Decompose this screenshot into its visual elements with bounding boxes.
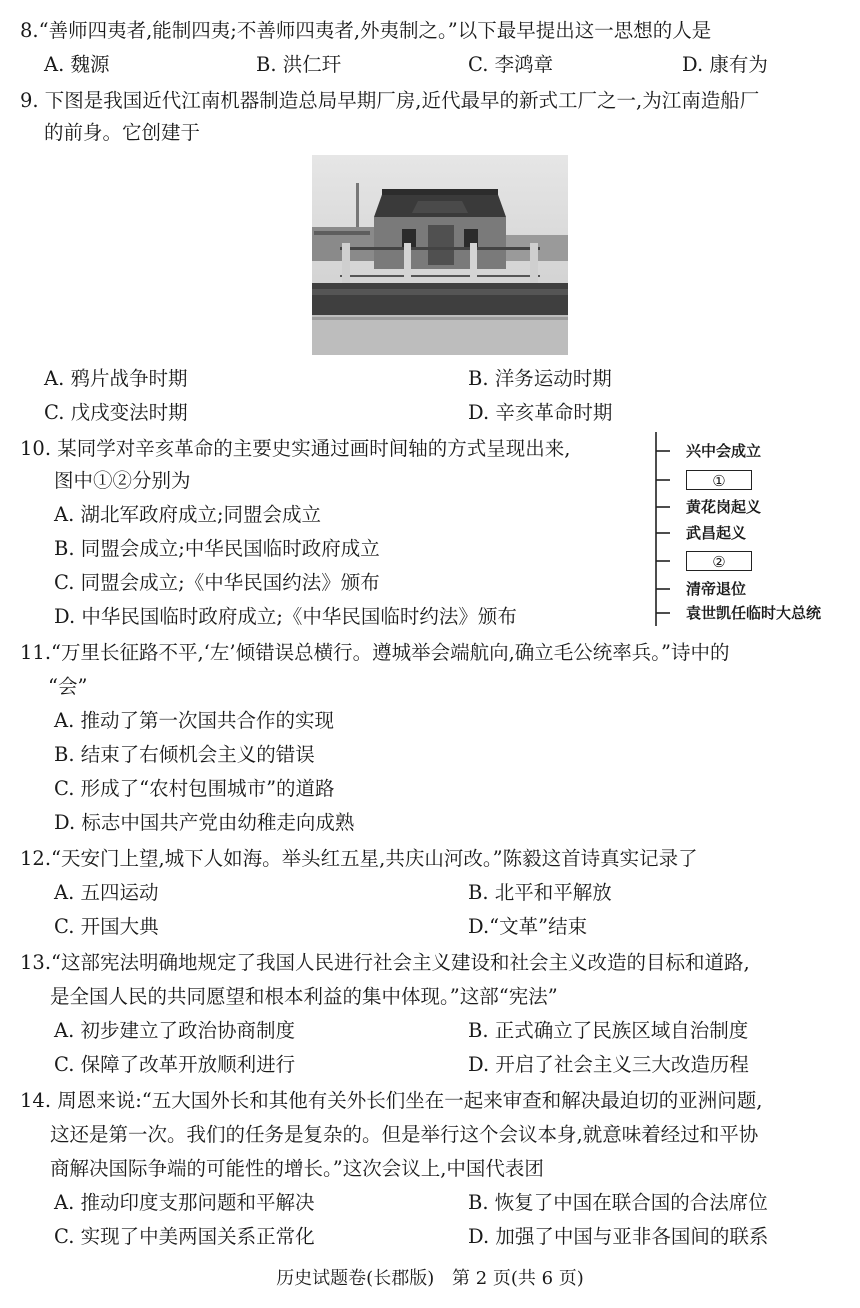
q10-stem-line-1: 10. 某同学对辛亥革命的主要史实通过画时间轴的方式呈现出来, [20,437,571,460]
q11-stem-line-2: “会” [48,675,88,698]
page-footer [0,1266,860,1292]
timeline-diagram [650,430,850,630]
q13-option-b: B. 正式确立了民族区域自治制度 [468,1019,749,1042]
timeline-blank-box-2: ② [686,551,752,571]
q9-stem-line-1: 9. 下图是我国近代江南机器制造总局早期厂房,近代最早的新式工厂之一,为江南造船厂 [20,89,760,112]
q9-option-b: B. 洋务运动时期 [468,367,612,390]
q14-option-b: B. 恢复了中国在联合国的合法席位 [468,1191,768,1214]
q12-option-c: C. 开国大典 [54,915,159,938]
q10-option-d: D. 中华民国临时政府成立;《中华民国临时约法》颁布 [54,605,517,628]
q14-option-c: C. 实现了中美两国关系正常化 [54,1225,315,1248]
q8-option-d: D. 康有为 [682,53,768,76]
exam-title: 历史试题卷(长郡版) [276,1268,435,1289]
q10-option-a: A. 湖北军政府成立;同盟会成立 [54,503,322,526]
q13-option-c: C. 保障了改革开放顺利进行 [54,1053,296,1076]
q13-option-d: D. 开启了社会主义三大改造历程 [468,1053,749,1076]
q12-option-a: A. 五四运动 [54,881,159,904]
q13-stem-line-1: 13.“这部宪法明确地规定了我国人民进行社会主义建设和社会主义改造的目标和道路, [20,951,750,974]
q10-option-b: B. 同盟会成立;中华民国临时政府成立 [54,537,380,560]
q12-option-d: D.“文革”结束 [468,915,588,938]
timeline-event-yuan-president: 袁世凯任临时大总统 [686,604,822,622]
q13-option-a: A. 初步建立了政治协商制度 [54,1019,295,1042]
q9-option-a: A. 鸦片战争时期 [44,367,188,390]
q14-stem-line-1: 14. 周恩来说:“五大国外长和其他有关外长们坐在一起来审查和解决最迫切的亚洲问题, [20,1089,763,1112]
timeline-event-qing-abdication: 清帝退位 [686,580,747,598]
q8-option-b: B. 洪仁玕 [256,53,342,76]
q11-option-a: A. 推动了第一次国共合作的实现 [54,709,334,732]
q9-option-d: D. 辛亥革命时期 [468,401,613,424]
page-number: 第 2 页(共 6 页) [451,1268,584,1289]
timeline-event-wuchang: 武昌起义 [686,524,747,542]
q14-option-d: D. 加强了中国与亚非各国间的联系 [468,1225,769,1248]
timeline-event-xingzhonghui: 兴中会成立 [686,442,762,460]
q11-option-d: D. 标志中国共产党由幼稚走向成熟 [54,811,355,834]
q8-stem: 8.“善师四夷者,能制四夷;不善师四夷者,外夷制之。”以下最早提出这一思想的人是 [20,19,712,42]
q12-stem: 12.“天安门上望,城下人如海。举头红五星,共庆山河改。”陈毅这首诗真实记录了 [20,847,698,870]
q14-stem-line-2: 这还是第一次。我们的任务是复杂的。但是举行这个会议本身,就意味着经过和平协 [50,1123,759,1146]
q9-option-c: C. 戊戌变法时期 [44,401,188,424]
q11-option-b: B. 结束了右倾机会主义的错误 [54,743,315,766]
timeline-axis [650,430,686,630]
q11-stem-line-1: 11.“万里长征路不平,‘左’倾错误总横行。遵城举会端航向,确立毛公统率兵。”诗中的 [20,641,730,664]
factory-photo [312,155,568,355]
q8-option-c: C. 李鸿章 [468,53,554,76]
q10-option-c: C. 同盟会成立;《中华民国约法》颁布 [54,571,380,594]
q11-option-c: C. 形成了“农村包围城市”的道路 [54,777,335,800]
q9-stem-line-2: 的前身。它创建于 [44,121,201,144]
timeline-blank-box-1: ① [686,470,752,490]
q14-stem-line-3: 商解决国际争端的可能性的增长。”这次会议上,中国代表团 [50,1157,544,1180]
q14-option-a: A. 推动印度支那问题和平解决 [54,1191,315,1214]
q8-option-a: A. 魏源 [44,53,110,76]
q13-stem-line-2: 是全国人民的共同愿望和根本利益的集中体现。”这部“宪法” [50,985,558,1008]
timeline-event-huanghuagang: 黄花岗起义 [686,498,762,516]
q12-option-b: B. 北平和平解放 [468,881,612,904]
q10-stem-line-2: 图中①②分别为 [54,469,191,492]
